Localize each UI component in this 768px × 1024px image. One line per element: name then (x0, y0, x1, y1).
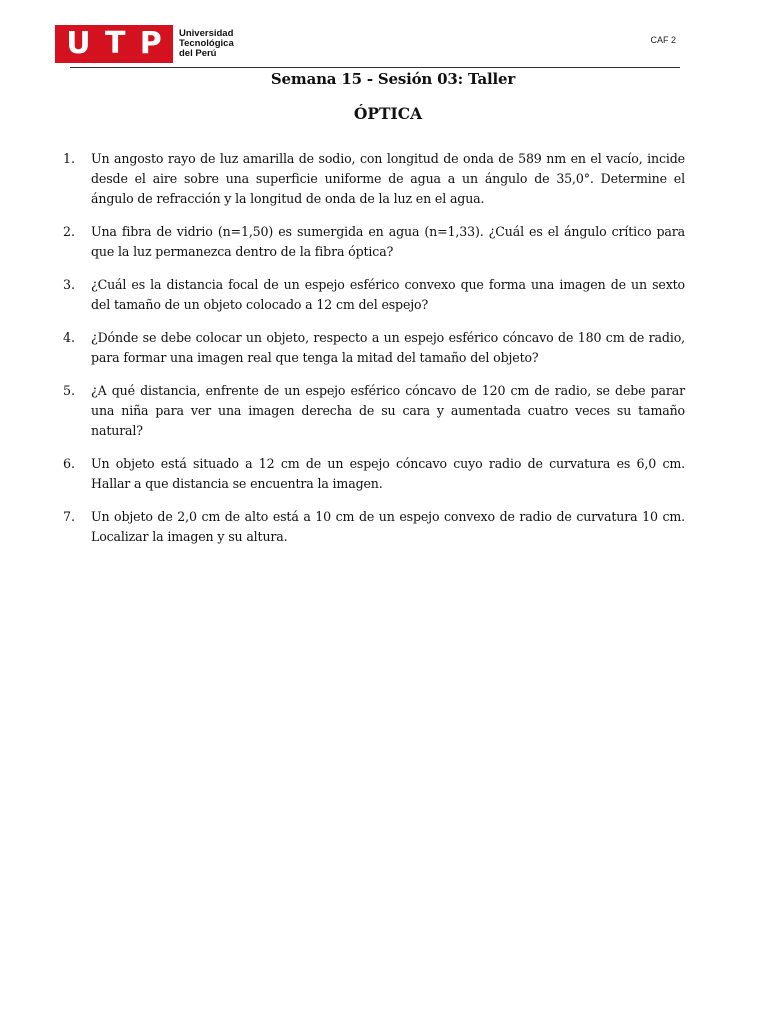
problem-text: ¿A qué distancia, enfrente de un espejo esférico cóncavo de 120 cm de radio, se debe parar una niña para ver una imagen derecha de su cara y aumentada cuatro veces su tamaño natural? (91, 383, 685, 438)
logo-line: del Perú (179, 48, 217, 59)
problem-number: 1. (63, 151, 76, 166)
logo-university-name (179, 29, 234, 59)
problem-number: 3. (63, 277, 76, 292)
problem-number: 7. (63, 509, 76, 524)
problem-list (63, 149, 685, 560)
logo-letter: P (139, 26, 162, 61)
logo-badge (55, 25, 173, 63)
problem-number: 6. (63, 456, 76, 471)
logo-line: Tecnológica (179, 38, 234, 49)
problem-item (63, 149, 685, 209)
problem-item (63, 454, 685, 494)
course-code: CAF 2 (650, 35, 676, 45)
utp-logo (55, 25, 234, 63)
problem-text: ¿Dónde se debe colocar un objeto, respecto a un espejo esférico cóncavo de 180 cm de radio, para formar una imagen real que tenga la mitad del tamaño del objeto? (91, 330, 685, 365)
problem-text: ¿Cuál es la distancia focal de un espejo esférico convexo que forma una imagen de un sexto del tamaño de un objeto colocado a 12 cm del espejo? (91, 277, 685, 312)
logo-letter: T (104, 26, 126, 61)
problem-item (63, 328, 685, 368)
problem-number: 5. (63, 383, 76, 398)
problem-item (63, 222, 685, 262)
header-divider (70, 67, 680, 68)
problem-number: 2. (63, 224, 76, 239)
problem-text: Un angosto rayo de luz amarilla de sodio, con longitud de onda de 589 nm en el vacío, incide desde el aire sobre una superficie uniforme de agua a un ángulo de 35,0°. Determine el ángulo de refracción y la longitud de onda de la luz en el agua. (91, 151, 685, 206)
problem-text: Un objeto está situado a 12 cm de un espejo cóncavo cuyo radio de curvatura es 6,0 cm. Hallar a que distancia se encuentra la imagen. (91, 456, 685, 491)
problem-item (63, 507, 685, 547)
problem-text: Una fibra de vidrio (n=1,50) es sumergida en agua (n=1,33). ¿Cuál es el ángulo crítico para que la luz permanezca dentro de la fibra óptica? (91, 224, 685, 259)
problem-item (63, 275, 685, 315)
problem-number: 4. (63, 330, 76, 345)
page-subtitle: ÓPTICA (353, 104, 423, 123)
logo-letter: U (66, 26, 91, 61)
problem-text: Un objeto de 2,0 cm de alto está a 10 cm de un espejo convexo de radio de curvatura 10 cm. Localizar la imagen y su altura. (91, 509, 685, 544)
problem-item (63, 381, 685, 441)
page-title: Semana 15 - Sesión 03: Taller (270, 70, 516, 88)
logo-line: Universidad (179, 28, 234, 39)
